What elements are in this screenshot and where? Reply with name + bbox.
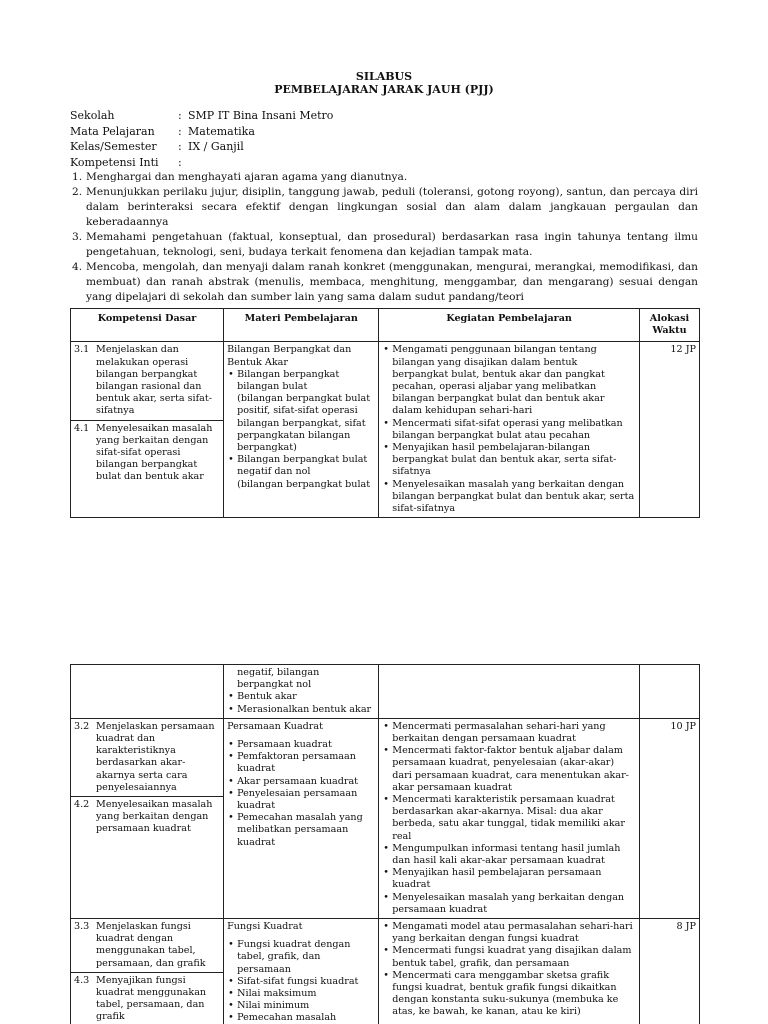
materi-item — [237, 369, 375, 454]
kegiatan-cell — [379, 342, 640, 518]
header-kegiatan: Kegiatan Pembelajaran — [379, 309, 640, 342]
ki-item — [70, 260, 698, 305]
kegiatan-item: • Mencermati karakteristik persamaan kuadrat berdasarkan akar-akarnya. Misal: dua akar berbeda, satu akar tunggal, tidak memiliki akar real — [392, 794, 636, 843]
materi-item: • Nilai minimum — [237, 1000, 375, 1012]
kegiatan-item: • Mengamati penggunaan bilangan tentang bilangan yang disajikan dalam bentuk berpangkat bulat, bentuk akar dan pangkat pecahan, operasi aljabar yang melibatkan bilangan berpangkat bulat dan bentuk akar dalam kehidupan sehari-hari — [392, 344, 636, 417]
kegiatan-list — [382, 921, 636, 1019]
document-title: SILABUS — [355, 70, 413, 83]
kd-cell — [71, 919, 224, 1024]
kegiatan-list — [382, 344, 636, 515]
table-header-row — [71, 309, 700, 342]
ki-text: Menghargai dan menghayati ajaran agama yang dianutnya. — [86, 171, 408, 183]
kd-text: Menyelesaikan masalah yang berkaitan dengan persamaan kuadrat — [96, 799, 213, 835]
alokasi-cell: 12 JP — [639, 342, 699, 518]
kegiatan-item: • Mencermati permasalahan sehari-hari yang berkaitan dengan persamaan kuadrat — [392, 721, 636, 745]
info-value: Matematika — [188, 124, 255, 138]
kd-item — [71, 972, 223, 1024]
ki-num: 4. — [72, 261, 83, 273]
materi-item: • Persamaan kuadrat — [237, 739, 375, 751]
ki-num: 3. — [72, 231, 83, 243]
materi-cell — [224, 342, 379, 518]
kegiatan-item: • Mencermati fungsi kuadrat yang disajikan dalam bentuk tabel, grafik, dan persamaan — [392, 945, 636, 969]
info-colon: : — [178, 155, 182, 169]
kegiatan-item: • Menyajikan hasil pembelajaran persamaan kuadrat — [392, 867, 636, 891]
ki-text: Mencoba, mengolah, dan menyaji dalam ranah konkret (menggunakan, mengurai, merangkai, memodifikasi, dan membuat) dan ranah abstrak (menulis, membaca, menghitung, menggambar, dan mengarang) sesuai dengan yang dipelajari di sekolah dan sumber lain yang sama dalam sudut pandang/teori — [86, 261, 698, 303]
materi-item-sub: (bilangan berpangkat bulat positif, sifat-sifat operasi bilangan berpangkat, sifat perpangkatan bilangan berpangkat) — [237, 393, 371, 454]
kd-text: Menjelaskan fungsi kuadrat dengan menggunakan tabel, persamaan, dan grafik — [96, 921, 206, 969]
kegiatan-item: • Mencermati cara menggambar sketsa grafik fungsi kuadrat, bentuk grafik fungsi dikaitkan dengan konstanta suku-sukunya (membuka ke atas, ke bawah, ke kanan, atau ke kiri) — [392, 970, 636, 1019]
header-kompetensi-dasar: Kompetensi Dasar — [71, 309, 224, 342]
materi-heading: Fungsi Kuadrat — [227, 921, 303, 933]
materi-cell — [224, 919, 379, 1024]
table-row — [71, 718, 700, 918]
materi-list — [227, 691, 375, 715]
info-row-mapel — [70, 124, 710, 140]
kd-number: 4.2 — [74, 799, 90, 811]
materi-item-text: Bilangan berpangkat bulat negatif dan nol — [237, 454, 368, 478]
kd-text: Menyelesaikan masalah yang berkaitan dengan sifat-sifat operasi bilangan berpangkat bulat dan bentuk akar — [96, 422, 213, 483]
materi-heading: Persamaan Kuadrat — [227, 720, 323, 732]
ki-item — [70, 230, 698, 260]
materi-item: • Pemecahan masalah yang melibatkan persamaan kuadrat — [237, 812, 375, 849]
kd-number: 3.2 — [74, 720, 90, 732]
kegiatan-item: • Menyelesaikan masalah yang berkaitan dengan bilangan berpangkat bulat dan bentuk akar, serta sifat-sifatnya — [392, 479, 636, 516]
info-label: Kompetensi Inti — [70, 155, 159, 169]
document-subtitle: PEMBELAJARAN JARAK JAUH (PJJ) — [274, 83, 494, 96]
materi-item-sub: negatif, bilangan berpangkat nol — [237, 667, 320, 691]
ki-num: 1. — [72, 171, 83, 183]
kegiatan-cell — [379, 919, 640, 1024]
materi-item: • Pemfaktoran persamaan kuadrat — [237, 751, 375, 775]
kd-number: 3.3 — [74, 921, 90, 933]
info-colon: : — [178, 140, 182, 153]
materi-list — [227, 369, 375, 491]
table-row — [71, 342, 700, 518]
materi-heading: Bilangan Berpangkat dan Bentuk Akar — [227, 344, 352, 368]
syllabus-table-page2 — [70, 664, 700, 1024]
kd-cell — [71, 718, 224, 918]
info-colon: : — [178, 109, 182, 122]
alokasi-cell: 8 JP — [639, 919, 699, 1024]
kegiatan-item: • Mengamati model atau permasalahan sehari-hari yang berkaitan dengan fungsi kuadrat — [392, 921, 636, 945]
info-row-sekolah — [70, 108, 710, 124]
page2-table-viewport — [70, 664, 701, 1024]
materi-cell — [224, 665, 379, 719]
alokasi-cell: 10 JP — [639, 718, 699, 918]
kd-item — [74, 344, 220, 417]
materi-item-sub: (bilangan berpangkat bulat — [237, 478, 371, 490]
kd-cell — [71, 342, 224, 518]
kd-text: Menjelaskan persamaan kuadrat dan karakteristiknya berdasarkan akar-akarnya serta cara penyelesaiannya — [96, 720, 215, 793]
materi-cell — [224, 718, 379, 918]
ki-text: Memahami pengetahuan (faktual, konseptual, dan prosedural) berdasarkan rasa ingin tahunya tentang ilmu pengetahuan, teknologi, seni, budaya terkait fenomena dan kejadian tampak mata. — [86, 231, 698, 258]
materi-item — [237, 454, 375, 491]
header-alokasi: Alokasi Waktu — [639, 309, 699, 342]
materi-item: • Nilai maksimum — [237, 988, 375, 1000]
materi-item: • Sifat-sifat fungsi kuadrat — [237, 976, 375, 988]
kegiatan-cell — [379, 665, 640, 719]
info-label: Kelas/Semester — [70, 140, 157, 153]
info-row-ki — [70, 155, 710, 171]
kd-text: Menjelaskan dan melakukan operasi bilangan berpangkat bilangan rasional dan bentuk akar, serta sifat-sifatnya — [96, 344, 212, 417]
kegiatan-cell — [379, 718, 640, 918]
kd-item — [74, 921, 220, 970]
syllabus-table-page1 — [70, 308, 700, 518]
kd-item — [71, 420, 223, 484]
ki-item — [70, 185, 698, 230]
materi-item: • Pemecahan masalah — [237, 1012, 375, 1024]
materi-item: • Bentuk akar — [237, 691, 375, 703]
ki-num: 2. — [72, 186, 83, 198]
kd-text: Menyajikan fungsi kuadrat menggunakan tabel, persamaan, dan grafik — [96, 974, 207, 1023]
identity-block — [70, 108, 710, 170]
materi-item: • Merasionalkan bentuk akar — [237, 704, 375, 716]
materi-list — [227, 939, 375, 1024]
info-label: Mata Pelajaran — [70, 124, 155, 138]
table-row — [71, 665, 700, 719]
kegiatan-item: • Menyajikan hasil pembelajaran-bilangan berpangkat bulat dan bentuk akar, serta sifat-sifatnya — [392, 442, 636, 479]
kegiatan-item: • Mengumpulkan informasi tentang hasil jumlah dan hasil kali akar-akar persamaan kuadrat — [392, 843, 636, 867]
info-colon: : — [178, 124, 182, 138]
kd-number: 4.1 — [74, 422, 90, 434]
kd-item — [74, 721, 220, 794]
ki-text: Menunjukkan perilaku jujur, disiplin, tanggung jawab, peduli (toleransi, gotong royong), santun, dan percaya diri dalam berinteraksi secara efektif dengan lingkungan sosial dan alam dalam jangkauan pergaulan dan keberadaannya — [86, 186, 698, 228]
header-materi: Materi Pembelajaran — [224, 309, 379, 342]
info-value: SMP IT Bina Insani Metro — [188, 109, 334, 122]
materi-item: • Fungsi kuadrat dengan tabel, grafik, dan persamaan — [237, 939, 375, 976]
kegiatan-item: • Mencermati sifat-sifat operasi yang melibatkan bilangan berpangkat bulat atau pecahan — [392, 418, 636, 442]
alokasi-cell — [639, 665, 699, 719]
kd-item — [71, 796, 223, 836]
materi-item: • Penyelesaian persamaan kuadrat — [237, 788, 375, 812]
info-value: IX / Ganjil — [188, 140, 244, 153]
kd-cell — [71, 665, 224, 719]
kegiatan-list — [382, 721, 636, 916]
kegiatan-item: • Menyelesaikan masalah yang berkaitan dengan persamaan kuadrat — [392, 892, 636, 916]
table-row — [71, 919, 700, 1024]
materi-item-text: Bilangan berpangkat bilangan bulat — [237, 368, 340, 393]
materi-list — [227, 739, 375, 849]
info-label: Sekolah — [70, 109, 115, 122]
kompetensi-inti-list — [70, 170, 698, 305]
kd-number: 4.3 — [74, 974, 90, 986]
materi-item: • Akar persamaan kuadrat — [237, 776, 375, 788]
info-row-kelas — [70, 139, 710, 155]
kd-number: 3.1 — [74, 344, 90, 356]
ki-item — [70, 170, 698, 185]
kegiatan-item: • Mencermati faktor-faktor bentuk aljabar dalam persamaan kuadrat, penyelesaian (akar-akar) dari persamaan kuadrat, cara menentukan akar-akar persamaan kuadrat — [392, 745, 636, 794]
